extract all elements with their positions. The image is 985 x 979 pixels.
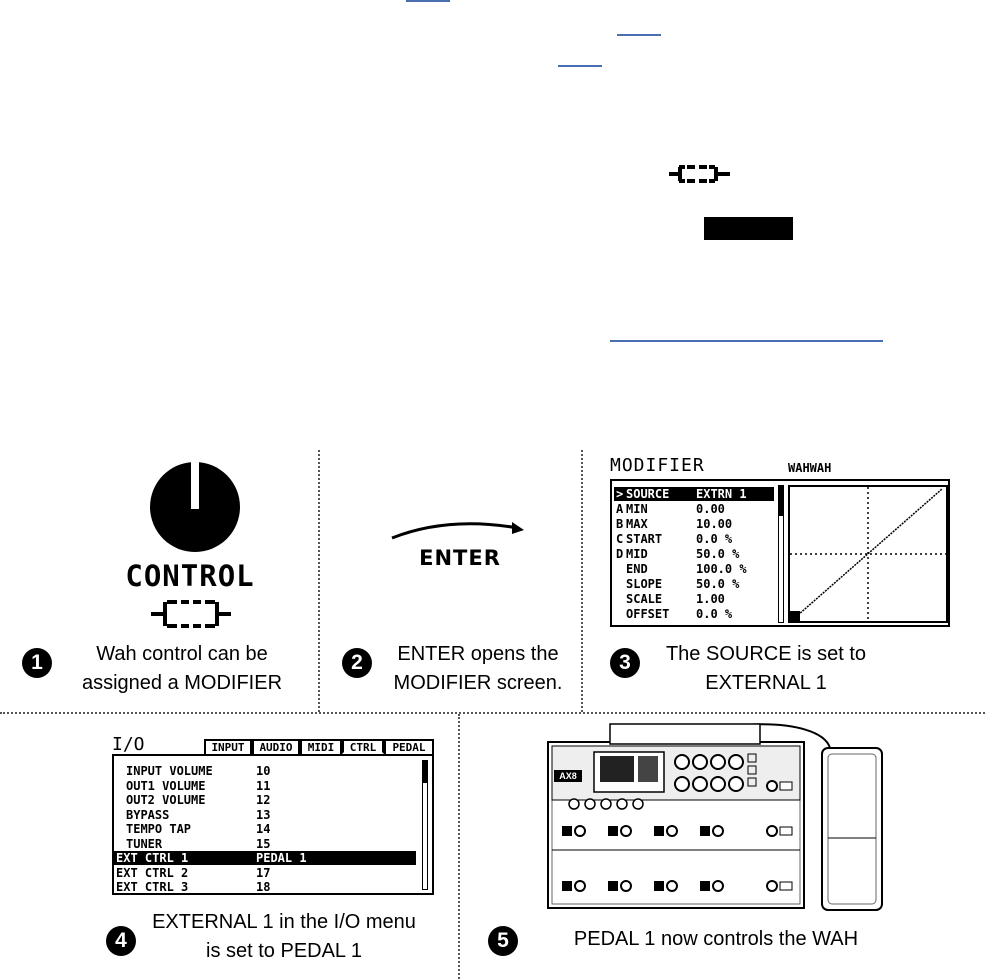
io-row-name[interactable]: EXT CTRL 2 [116,865,189,880]
modifier-curve-graph [788,485,948,623]
link-underline[interactable] [558,65,602,67]
panel-divider [458,714,460,979]
caption-line: EXTERNAL 1 in the I/O menu [152,911,416,933]
param-name[interactable]: SCALE [626,592,663,606]
link-underline[interactable] [406,0,450,2]
io-row-name[interactable]: TEMPO TAP [126,822,192,836]
caption-line: ENTER opens the [397,643,559,665]
io-screen-title: I/O [112,734,145,755]
control-knob-icon [149,461,241,553]
io-row-value: 12 [256,793,271,807]
step-badge-2: 2 [342,648,372,678]
ax8-and-pedal-illustration [540,718,890,913]
block-name: WAHWAH [788,461,832,475]
io-row-name[interactable]: OUT2 VOLUME [126,793,206,807]
io-row-value: 10 [256,764,271,778]
param-value: 100.0 % [696,562,747,576]
param-value: 0.0 % [696,607,733,621]
io-row-value: PEDAL 1 [256,851,307,865]
caption-line: Wah control can be [96,643,268,665]
caption-line: PEDAL 1 now controls the WAH [573,928,859,950]
param-value: 50.0 % [696,577,740,591]
enter-button-label: ENTER [419,546,501,570]
param-value: EXTRN 1 [696,487,747,501]
scrollbar[interactable] [422,760,428,890]
ax8-logo: AX8 [559,771,577,781]
tab-midi[interactable]: MIDI [300,739,342,754]
io-tabs [204,739,434,755]
io-row-value: 14 [256,822,271,836]
caption-line: EXTERNAL 1 [705,672,827,694]
param-key: A [616,502,624,516]
step-badge-1: 1 [22,648,52,678]
caption-line: is set to PEDAL 1 [206,940,362,962]
io-row-value: 15 [256,836,271,851]
modifier-lcd [610,479,950,627]
param-name[interactable]: MID [626,547,648,561]
tab-ctrl[interactable]: CTRL [342,739,384,754]
param-key: D [616,547,624,561]
param-name[interactable]: OFFSET [626,607,670,621]
io-row-value: 11 [256,778,271,793]
row-divider [0,712,985,714]
param-key: B [616,517,624,531]
param-key: > [616,487,624,501]
enter-arrow-icon [388,514,528,544]
param-name[interactable]: MIN [626,502,648,516]
control-label: CONTROL [125,559,255,593]
param-key: C [616,532,624,546]
caption-line: The SOURCE is set to [665,643,867,665]
param-name[interactable]: MAX [626,517,648,531]
io-row-name[interactable]: EXT CTRL 1 [116,851,189,865]
modifier-screen-title: MODIFIER [610,455,705,476]
io-row-name[interactable]: TUNER [126,836,163,851]
io-row-name[interactable]: INPUT VOLUME [126,764,213,778]
io-row-name[interactable]: OUT1 VOLUME [126,778,206,793]
modifier-indicator-icon [151,597,231,631]
modifier-indicator-icon [669,163,731,185]
param-value: 1.00 [696,592,725,606]
panel-divider [318,450,320,712]
io-row-value: 17 [256,865,271,880]
param-name[interactable]: SOURCE [626,487,670,501]
param-name[interactable]: END [626,562,648,576]
io-row-name[interactable]: EXT CTRL 3 [116,880,189,894]
tab-audio[interactable]: AUDIO [252,739,300,754]
panel-divider [581,450,583,712]
param-value: 50.0 % [696,547,740,561]
param-value: 0.00 [696,502,725,516]
param-name[interactable]: START [626,532,663,546]
io-row-value: 18 [256,880,271,894]
param-name[interactable]: SLOPE [626,577,663,591]
link-underline[interactable] [617,34,661,36]
link-underline[interactable] [610,340,883,342]
redaction-bar [704,217,793,240]
caption-line: assigned a MODIFIER [81,672,283,694]
param-value: 10.00 [696,517,733,531]
step-badge-3: 3 [610,648,640,678]
io-row-name[interactable]: BYPASS [126,807,170,822]
param-value: 0.0 % [696,532,733,546]
step-badge-5: 5 [488,926,518,956]
scrollbar[interactable] [778,485,784,623]
tab-input[interactable]: INPUT [204,739,252,754]
step-badge-4: 4 [106,926,136,956]
io-lcd [112,754,434,895]
io-row-value: 13 [256,807,271,822]
tab-pedal[interactable]: PEDAL [384,739,434,754]
caption-line: MODIFIER screen. [393,672,563,694]
